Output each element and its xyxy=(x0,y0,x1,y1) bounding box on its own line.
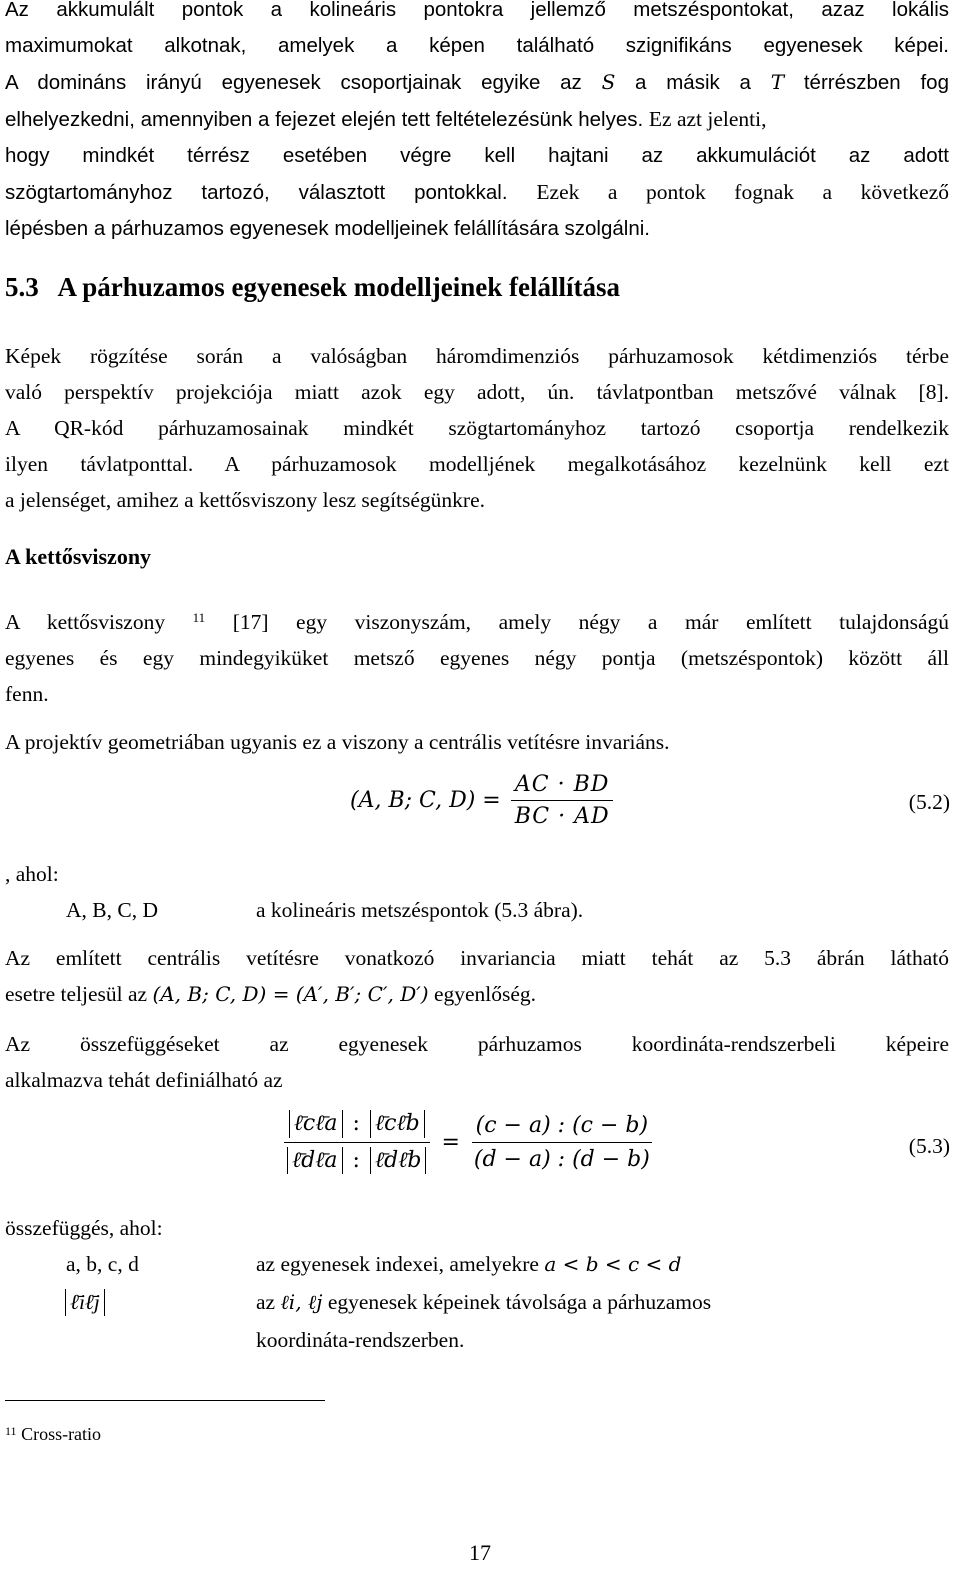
where-label-2: összefüggés, ahol: xyxy=(5,1216,163,1240)
definition-term: A, B, C, D xyxy=(66,898,158,922)
paragraph-4: Az említett centrális vetítésre vonatkozó invariancia miatt tehát az 5.3 ábrán látható esetre teljesül az (A, B; C, D) = (A′, B′; C′, D′) egyenlőség. xyxy=(5,946,949,1006)
section-title: A párhuzamos egyenesek modelljeinek felállítása xyxy=(57,272,620,302)
equation-5-2-number: (5.2) xyxy=(908,790,950,814)
subsection-heading: A kettősviszony xyxy=(5,544,152,569)
equation-5-3-number: (5.3) xyxy=(908,1134,950,1158)
intro-line-5: hogy mindkét térrész esetében végre kell hajtani az akkumulációt az adott xyxy=(5,144,949,167)
equation-5-2-fraction: $\frac{AC \cdot BD}{BC \cdot AD}$ xyxy=(511,772,614,829)
intro-line-6: szögtartományhoz tartozó, választott pontokkal. Ezek a pontok fognak a következő xyxy=(5,180,949,204)
equation-5-3: ℓ̄cℓ̄a : ℓ̄cℓ̄b ℓ̄dℓ̄a : ℓ̄dℓ̄b = $\frac{(c - a) : (c - b)}{(d - a) : (d - b)}$ xyxy=(282,1110,654,1174)
footnote-mark: 11 xyxy=(5,1424,17,1438)
equation-5-2 xyxy=(350,772,614,829)
intro-line-4: elhelyezkedni, amennyiben a fejezet elején tett feltételezésünk helyes. Ez azt jelenti, xyxy=(5,107,767,131)
intro-line-7: lépésben a párhuzamos egyenesek modelljeinek felállítására szolgálni. xyxy=(5,217,650,240)
equation-5-2-lhs: (A, B; C, D) = xyxy=(350,788,501,813)
footnote xyxy=(5,1424,101,1445)
equation-5-3-rhs: $\frac{(c - a) : (c - b)}{(d - a) : (d - b)}$ xyxy=(470,1113,654,1172)
cross-ratio-equality: (A, B; C, D) = (A′, B′; C′, D′) xyxy=(152,982,429,1006)
intro-line-3: A domináns irányú egyenesek csoportjainak egyike az S a másik a T térrészben fog xyxy=(5,70,949,94)
page-number: 17 xyxy=(469,1540,491,1565)
footnote-separator xyxy=(5,1400,325,1401)
intro-line-1: Az akkumulált pontok a kolineáris pontokra jellemző metszéspontokat, azaz lokális xyxy=(5,0,949,21)
document-page: Az akkumulált pontok a kolineáris pontokra jellemző metszéspontokat, azaz lokális maximumokat alkotnak, amelyek a képen található szignifikáns egyenesek képei. A domináns irányú egyenesek csoportjainak egyike az S a másik a T térrészben fog elhelyezkedni, amennyiben a fejezet elején tett feltételezésünk helyes. Ez azt jelenti, hogy mindkét térrész esetében végre kell hajtani az akkumulációt az adott szögtartományhoz tartozó, választott pontokkal. Ezek a pontok fognak a következő lépésben a párhuzamos egyenesek modelljeinek felállítására szolgálni. 5.3 A párhuzamos egyenesek modelljeinek felállítása Képek rögzítése során a valóságban háromdimenziós párhuzamosok kétdimenziós térbe való perspektív projekciója miatt azok egy adott, ún. távlatpontban metszővé válnak [8]. A QR-kód párhuzamosainak mindkét szögtartományhoz tartozó csoportja rendelkezik ilyen távlatponttal. A párhuzamosok modelljének megalkotásához kezelnünk kell ezt a jelenséget, amihez a kettősviszony lesz segítségünkre. A kettősviszony A kettősviszony $^{11}$ [17] egy viszonyszám, amely négy a már említett tulajdonságú egyenes és egy mindegyiküket metsző egyenes négy pontja (metszéspontok) között áll fenn. A projektív geometriában ugyanis ez a viszony a centrális vetítésre invariáns. (A, B; C, D) = $\frac{AC \cdot BD}{BC \cdot AD}$ (5.2) , ahol: A, B, C, D a kolineáris metszéspontok (5.3 ábra). Az említett centrális vetítésre vonatkozó invariancia miatt tehát az 5.3 ábrán látható esetre teljesül az (A, B; C, D) = (A′, B′; C′, D′) egyenlőség. Az összefüggéseket az egyenesek párhuzamos koordináta-rendszerbeli képeire alkalmazva tehát definiálható az ℓ̄cℓ̄a : ℓ̄cℓ̄b ℓ̄dℓ̄a : ℓ̄dℓ̄b = $\frac{(c - a) : (c - b)}{(d - a) : (d - b)}$ (5.3) összefüggés, ahol: a, b, c, d az egyenesek indexei, amelyekre a < b < c < d ℓ̄iℓ̄j az ℓi, ℓj egyenesek képeinek távolsága a párhuzamos koordináta-rendszerben. $^{11}$ Cross-ratio 17 xyxy=(0,0,960,1580)
paragraph-3: A projektív geometriában ugyanis ez a viszony a centrális vetítésre invariáns. xyxy=(5,730,670,754)
intro-paragraph xyxy=(5,0,949,247)
footnote-reference[interactable]: 11 xyxy=(192,610,206,625)
section-number: 5.3 xyxy=(5,272,39,302)
definition-description: a kolineáris metszéspontok (5.3 ábra). xyxy=(256,898,584,922)
paragraph-5: Az összefüggéseket az egyenesek párhuzamos koordináta-rendszerbeli képeire alkalmazva tehát definiálható az xyxy=(5,1032,949,1092)
section-heading xyxy=(5,272,620,303)
paragraph-2: A kettősviszony $^{11}$ [17] egy viszonyszám, amely négy a már említett tulajdonságú egyenes és egy mindegyiküket metsző egyenes négy pontja (metszéspontok) között áll fenn. xyxy=(5,610,950,706)
equation-5-3-lhs: ℓ̄cℓ̄a : ℓ̄cℓ̄b ℓ̄dℓ̄a : ℓ̄dℓ̄b xyxy=(282,1110,431,1174)
where-label-1: , ahol: xyxy=(5,862,59,886)
math-t: T xyxy=(770,70,785,94)
footnote-text: Cross-ratio xyxy=(21,1424,102,1444)
math-s: S xyxy=(601,70,616,94)
intro-line-2: maximumokat alkotnak, amelyek a képen található szignifikáns egyenesek képei. xyxy=(5,34,949,57)
paragraph-1: Képek rögzítése során a valóságban háromdimenziós párhuzamosok kétdimenziós térbe való perspektív projekciója miatt azok egy adott, ún. távlatpontban metszővé válnak [8]. A QR-kód párhuzamosainak mindkét szögtartományhoz tartozó csoportja rendelkezik ilyen távlatponttal. A párhuzamosok modelljének megalkotásához kezelnünk kell ezt a jelenséget, amihez a kettősviszony lesz segítségünkre. xyxy=(5,344,949,512)
